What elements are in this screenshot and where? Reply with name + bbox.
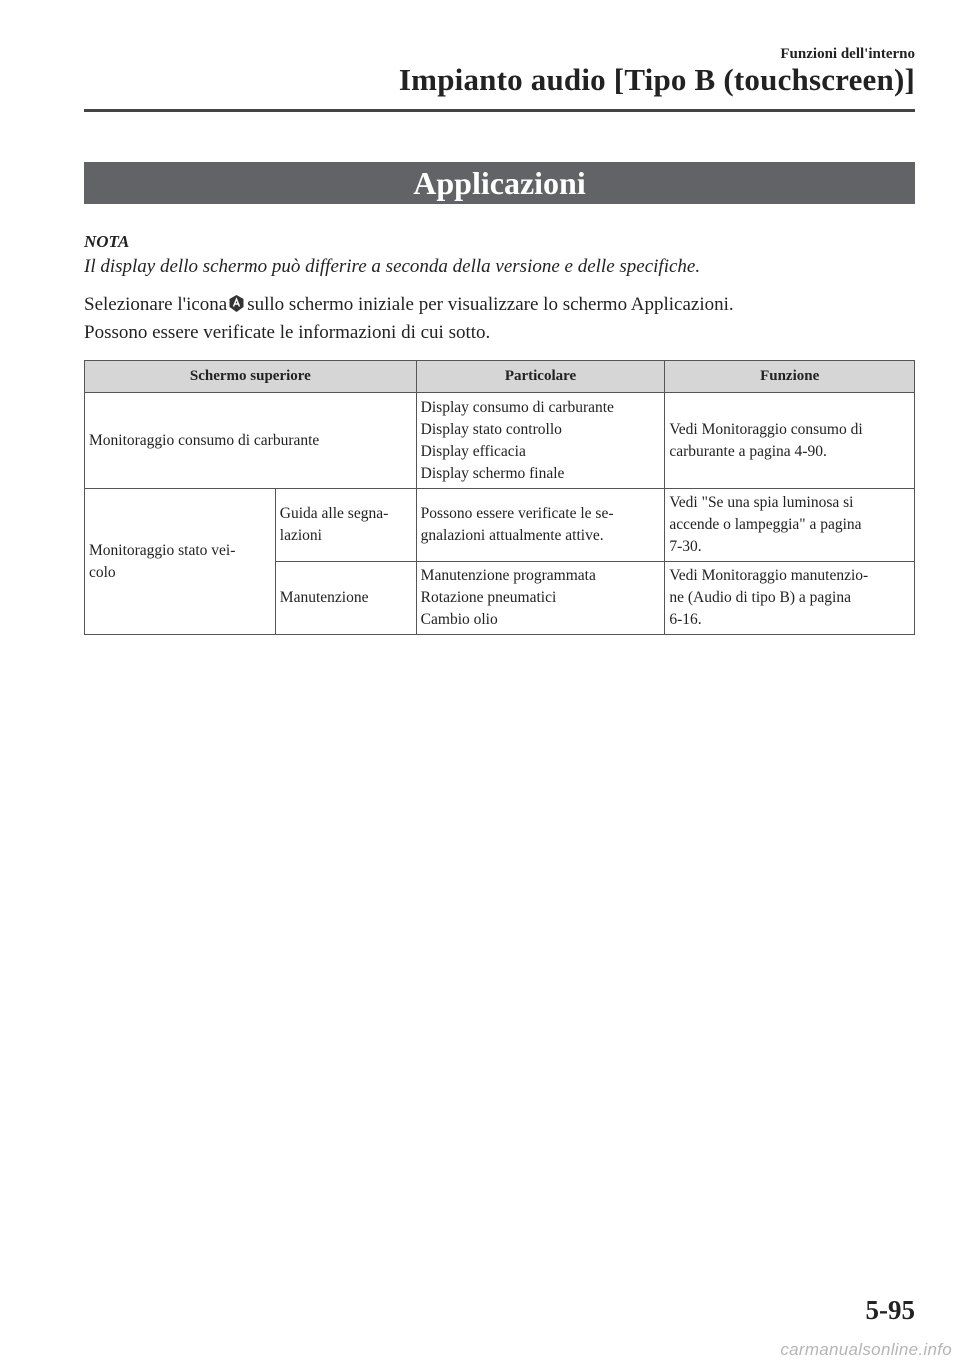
table-header-particolare: Particolare bbox=[416, 361, 665, 393]
cell-line: carburante a pagina 4-90. bbox=[669, 442, 827, 460]
cell-line: 7-30. bbox=[669, 538, 702, 555]
cell-line: accende o lampeggia" a pagina bbox=[669, 516, 862, 533]
note-text: Il display dello schermo può differire a seconda della versione e delle specifiche. bbox=[84, 256, 701, 277]
header-section: Funzioni dell'interno bbox=[780, 46, 915, 62]
applications-table bbox=[84, 360, 915, 635]
cell-funzione bbox=[665, 489, 915, 562]
header-rule bbox=[84, 109, 915, 112]
cell-line: Vedi "Se una spia luminosa si bbox=[669, 494, 854, 511]
table-header-row bbox=[85, 361, 915, 393]
page-number: 5-95 bbox=[865, 1295, 915, 1325]
cell-line: lazioni bbox=[279, 527, 322, 544]
table-header-funzione: Funzione bbox=[665, 361, 915, 393]
header-title: Impianto audio [Tipo B (touchscreen)] bbox=[398, 62, 915, 97]
intro-before-icon: Selezionare l'icona bbox=[84, 294, 228, 315]
cell-funzione bbox=[665, 393, 915, 489]
cell-line: Display schermo finale bbox=[420, 464, 565, 482]
section-title: Applicazioni bbox=[413, 164, 586, 201]
note-label: NOTA bbox=[84, 232, 130, 251]
cell-line: colo bbox=[89, 563, 116, 581]
cell-line: Cambio olio bbox=[420, 611, 498, 628]
cell-sub-label: Manutenzione bbox=[275, 562, 416, 635]
cell-line: Manutenzione programmata bbox=[420, 567, 596, 584]
cell-particolare bbox=[416, 393, 665, 489]
watermark: carmanualsonline.info bbox=[780, 1340, 952, 1359]
cell-line: Display efficacia bbox=[420, 442, 526, 460]
cell-particolare bbox=[416, 562, 665, 635]
cell-line: Rotazione pneumatici bbox=[420, 589, 557, 606]
cell-line: Guida alle segna- bbox=[279, 505, 389, 522]
cell-line: Vedi Monitoraggio manutenzio- bbox=[669, 567, 869, 584]
cell-line: ne (Audio di tipo B) a pagina bbox=[669, 589, 851, 606]
section-banner bbox=[84, 162, 915, 204]
cell-schermo: Monitoraggio consumo di carburante bbox=[85, 393, 417, 489]
cell-line: Vedi Monitoraggio consumo di bbox=[669, 420, 863, 438]
cell-schermo bbox=[85, 489, 276, 635]
cell-line: 6-16. bbox=[669, 611, 702, 628]
cell-line: gnalazioni attualmente attive. bbox=[420, 527, 604, 544]
table-header-schermo: Schermo superiore bbox=[85, 361, 417, 393]
cell-line: Display stato controllo bbox=[420, 420, 562, 438]
cell-line: Possono essere verificate le se- bbox=[420, 505, 614, 522]
cell-line: Monitoraggio stato vei- bbox=[89, 541, 236, 559]
intro-line-2: Possono essere verificate le informazioni di cui sotto. bbox=[84, 322, 491, 343]
table-row bbox=[85, 393, 915, 489]
intro-after-icon: sullo schermo iniziale per visualizzare lo schermo Applicazioni. bbox=[247, 294, 734, 315]
cell-funzione bbox=[665, 562, 915, 635]
applications-icon bbox=[228, 294, 245, 319]
cell-line: Display consumo di carburante bbox=[420, 398, 614, 416]
cell-particolare bbox=[416, 489, 665, 562]
cell-sub-label bbox=[275, 489, 416, 562]
intro-paragraph bbox=[84, 294, 734, 319]
table-row bbox=[85, 489, 915, 562]
